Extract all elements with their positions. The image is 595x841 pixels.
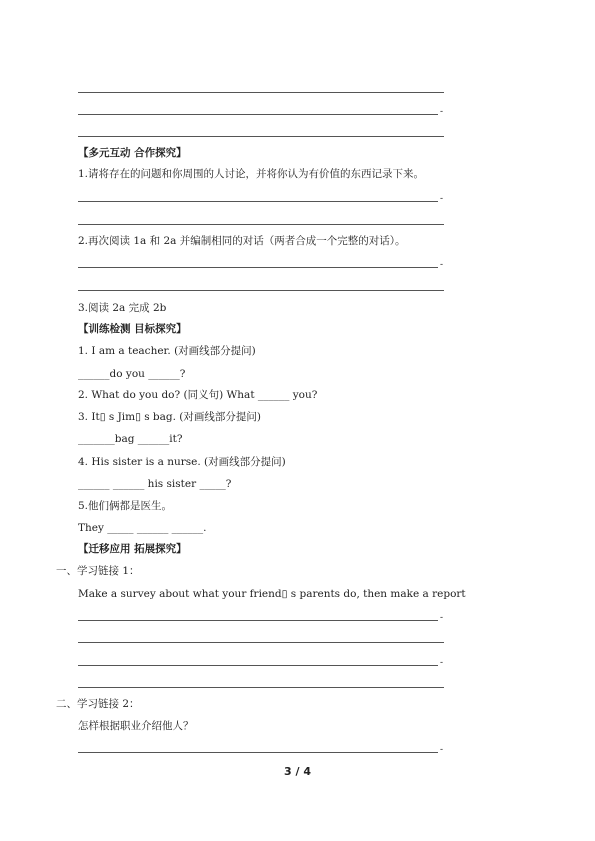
line-end-mark: - [439, 107, 443, 117]
exercise-1-answer: ______do you ______? [78, 368, 186, 380]
answer-line [78, 745, 443, 755]
answer-line [78, 642, 444, 643]
answer-line [78, 260, 443, 270]
answer-line [78, 136, 444, 137]
answer-line [78, 194, 443, 204]
exercise-3-answer: _______bag ______it? [78, 433, 183, 445]
exercise-5-answer: They _____ ______ ______. [78, 522, 207, 534]
line-end-mark: - [439, 658, 443, 668]
page-number: 3 / 4 [284, 765, 311, 778]
exercise-5: 5.他们俩都是医生。 [78, 500, 173, 512]
exercise-3: 3. It▯ s Jim▯ s bag. (对画线部分提问) [78, 411, 262, 423]
question-1: 1.请将存在的问题和你周围的人讨论，并将你认为有价值的东西记录下来。 [78, 168, 425, 180]
section-heading-training: 【训练检测 目标探究】 [78, 323, 187, 335]
answer-line [78, 687, 444, 688]
answer-line [78, 224, 444, 225]
line-end-mark: - [439, 613, 443, 623]
section-heading-application: 【迁移应用 拓展探究】 [78, 543, 187, 555]
exercise-4: 4. His sister is a nurse. (对画线部分提问) [78, 456, 286, 468]
line-end-mark: - [439, 194, 443, 204]
answer-line [78, 658, 443, 668]
exercise-2: 2. What do you do? (同义句) What ______ you? [78, 389, 318, 401]
link-1-title: 一、学习链接 1： [56, 565, 140, 577]
line-end-mark: - [439, 260, 443, 270]
answer-line [78, 613, 443, 623]
link-1-text: Make a survey about what your friend▯ s parents do, then make a report [78, 588, 466, 600]
question-3: 3.阅读 2a 完成 2b [78, 302, 167, 314]
link-2-title: 二、学习链接 2： [56, 698, 140, 710]
line-end-mark: - [439, 745, 443, 755]
section-heading-cooperation: 【多元互动 合作探究】 [78, 147, 187, 159]
question-2: 2.再次阅读 1a 和 2a 并编制相同的对话（两者合成一个完整的对话）。 [78, 235, 406, 247]
link-2-text: 怎样根据职业介绍他人？ [78, 720, 194, 732]
answer-line [78, 290, 444, 291]
exercise-4-answer: ______ ______ his sister _____? [78, 478, 232, 490]
exercise-1: 1. I am a teacher. (对画线部分提问) [78, 345, 256, 357]
answer-line [78, 92, 444, 93]
answer-line [78, 107, 443, 117]
